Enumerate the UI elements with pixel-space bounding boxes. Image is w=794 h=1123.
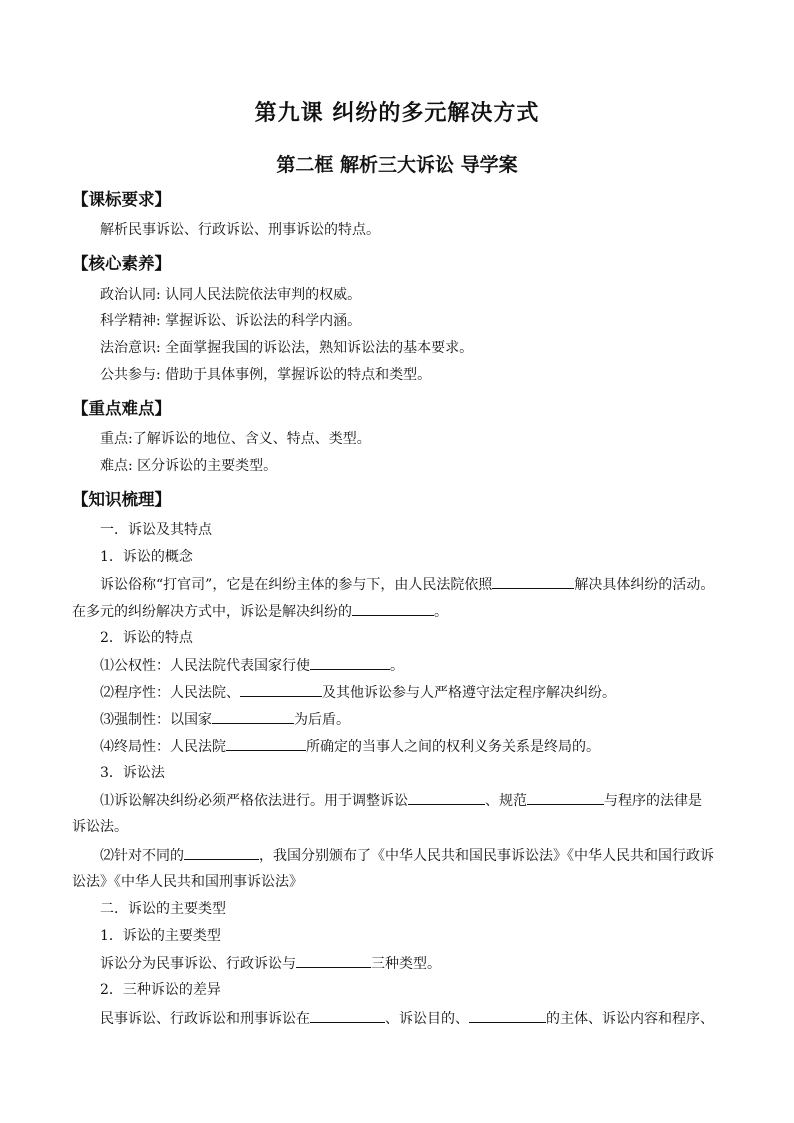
fill-blank[interactable] xyxy=(527,791,604,805)
part2-title: 二．诉讼的主要类型 xyxy=(100,901,226,917)
law-text: 、规范 xyxy=(485,793,527,809)
feature-text: 所确定的当事人之间的权利义务关系是终局的。 xyxy=(306,739,600,755)
feature-text: ⑶强制性：以国家 xyxy=(100,712,212,728)
hexin-line: 政治认同: 认同人民法院依法审判的权威。 xyxy=(100,287,362,303)
law-text: ⑵针对不同的 xyxy=(100,848,184,864)
feature-text: ⑴公权性：人民法院代表国家行使 xyxy=(100,658,310,674)
concept-title: 1．诉讼的概念 xyxy=(100,549,193,565)
fill-blank[interactable] xyxy=(469,1009,546,1023)
fill-blank[interactable] xyxy=(352,602,434,616)
concept-text-a: 诉讼俗称“打官司”，它是在纠纷主体的参与下，由人民法院依照 xyxy=(100,577,493,593)
kebiao-text: 解析民事诉讼、行政诉讼、刑事诉讼的特点。 xyxy=(100,222,380,238)
lesson-subtitle: 第二框 解析三大诉讼 导学案 xyxy=(276,154,518,176)
fill-blank[interactable] xyxy=(492,575,574,589)
types-text: 三种类型。 xyxy=(371,956,441,972)
law-line-2 xyxy=(100,846,714,865)
diff-line xyxy=(100,1009,714,1028)
feature-text: 及其他诉讼参与人严格遵守法定程序解决纠纷。 xyxy=(322,685,616,701)
feature-text: 为后盾。 xyxy=(294,712,350,728)
fill-blank[interactable] xyxy=(296,954,371,968)
types-line xyxy=(100,954,441,973)
law-line-1 xyxy=(100,791,702,810)
feature-title: 2．诉讼的特点 xyxy=(100,630,193,646)
section-heading-zhishi: 【知识梳理】 xyxy=(72,490,171,509)
law-title: 3．诉讼法 xyxy=(100,765,165,781)
feature-line-2 xyxy=(100,683,616,702)
feature-text: ⑵程序性：人民法院、 xyxy=(100,685,240,701)
feature-text: 。 xyxy=(390,658,404,674)
section-heading-zhongdian: 【重点难点】 xyxy=(72,399,171,418)
section-heading-hexin: 【核心素养】 xyxy=(72,254,171,273)
section-heading-kebiao: 【课标要求】 xyxy=(72,190,171,209)
law-text: 与程序的法律是 xyxy=(604,793,702,809)
law-line-2-cont: 讼法》《中华人民共和国刑事诉讼法》 xyxy=(72,874,303,890)
law-text: ⑴诉讼解决纠纷必须严格依法进行。用于调整诉讼 xyxy=(100,793,408,809)
diff-text: 的主体、诉讼内容和程序、 xyxy=(546,1011,714,1027)
law-text: ，我国分别颁布了《中华人民共和国民事诉讼法》《中华人民共和国行政诉 xyxy=(259,848,714,864)
diff-title: 2．三种诉讼的差异 xyxy=(100,982,221,998)
types-title: 1．诉讼的主要类型 xyxy=(100,928,221,944)
hexin-line: 科学精神: 掌握诉讼、诉讼法的科学内涵。 xyxy=(100,313,362,329)
difficulty-point: 难点: 区分诉讼的主要类型。 xyxy=(100,458,278,474)
fill-blank[interactable] xyxy=(408,791,485,805)
law-line-1-cont: 诉讼法。 xyxy=(72,819,128,835)
concept-text-b: 解决具体纠纷的活动。 xyxy=(574,577,715,593)
lesson-title: 第九课 纠纷的多元解决方式 xyxy=(254,100,540,126)
concept-line-2 xyxy=(72,602,448,621)
part1-title: 一．诉讼及其特点 xyxy=(100,522,212,538)
concept-text-d: 。 xyxy=(434,604,448,620)
feature-line-1 xyxy=(100,656,404,675)
feature-line-3 xyxy=(100,710,350,729)
fill-blank[interactable] xyxy=(310,1009,385,1023)
fill-blank[interactable] xyxy=(212,710,294,724)
hexin-line: 法治意识: 全面掌握我国的诉讼法，熟知诉讼法的基本要求。 xyxy=(100,340,474,356)
fill-blank[interactable] xyxy=(226,737,306,751)
fill-blank[interactable] xyxy=(240,683,322,697)
concept-text-c: 在多元的纠纷解决方式中，诉讼是解决纠纷的 xyxy=(72,604,352,620)
fill-blank[interactable] xyxy=(184,846,259,860)
diff-text: 民事诉讼、行政诉讼和刑事诉讼在 xyxy=(100,1011,310,1027)
hexin-line: 公共参与: 借助于具体事例，掌握诉讼的特点和类型。 xyxy=(100,367,432,383)
concept-line-1 xyxy=(100,575,714,594)
fill-blank[interactable] xyxy=(310,656,390,670)
feature-text: ⑷终局性：人民法院 xyxy=(100,739,226,755)
types-text: 诉讼分为民事诉讼、行政诉讼与 xyxy=(100,956,296,972)
feature-line-4 xyxy=(100,737,600,756)
key-point: 重点:了解诉讼的地位、含义、特点、类型。 xyxy=(100,431,371,447)
diff-text: 、诉讼目的、 xyxy=(385,1011,469,1027)
